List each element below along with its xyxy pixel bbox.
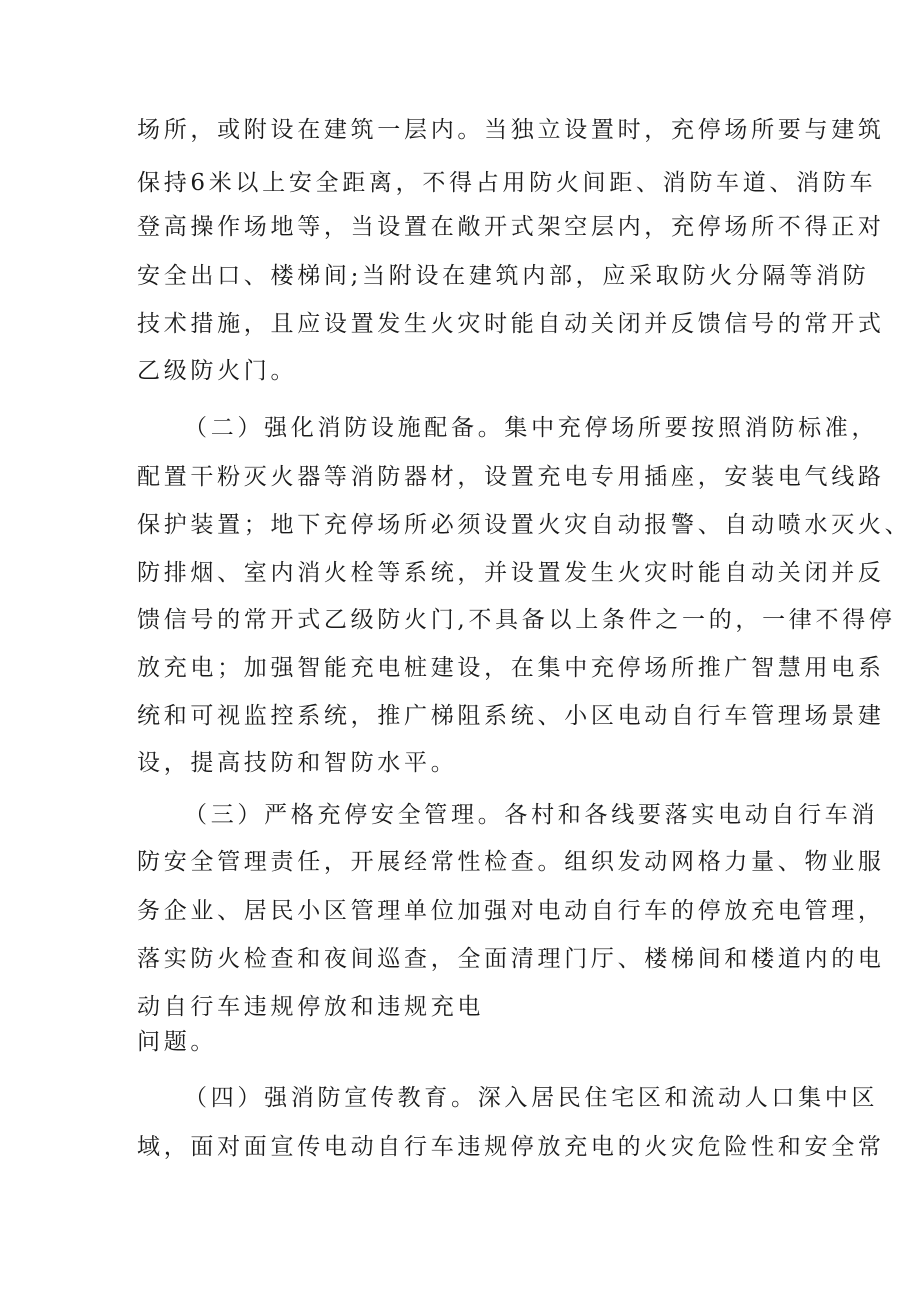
text-line: 放充电；加强智能充电桩建设，在集中充停场所推广智慧用电系 (137, 655, 885, 681)
text-line: 防排烟、室内消火栓等系统，并设置发生火灾时能自动关闭并反 (137, 560, 885, 586)
section-heading-4: （四）强消防宣传教育。深入居民住宅区和流动人口集中区 (184, 1085, 879, 1111)
text-line: 技术措施，且应设置发生火灾时能自动关闭并反馈信号的常开式 (137, 311, 885, 337)
text-line: 保持6米以上安全距离，不得占用防火间距、消防车道、消防车 (137, 170, 877, 196)
text-line: 配置干粉灭火器等消防器材，设置充电专用插座，安装电气线路 (137, 464, 885, 490)
text-line: 保护装置；地下充停场所必须设置火灾自动报警、自动喷水灭火、 (137, 512, 912, 538)
text-line: 防安全管理责任，开展经常性检查。组织发动网格力量、物业服 (137, 849, 885, 875)
text-line: 安全出口、楼梯间;当附设在建筑内部，应采取防火分隔等消防 (137, 263, 870, 289)
text-line: 统和可视监控系统，推广梯阻系统、小区电动自行车管理场景建 (137, 703, 885, 729)
text-line: 务企业、居民小区管理单位加强对电动自行车的停放充电管理， (137, 898, 885, 924)
text-line: 域，面对面宣传电动自行车违规停放充电的火灾危险性和安全常 (137, 1134, 885, 1160)
text-line: 设，提高技防和智防水平。 (137, 750, 458, 776)
section-heading-3: （三）严格充停安全管理。各村和各线要落实电动自行车消 (184, 802, 879, 828)
text-line: 问题。 (137, 1029, 218, 1055)
text-line: 乙级防火门。 (137, 358, 298, 384)
section-heading-2: （二）强化消防设施配备。集中充停场所要按照消防标准， (184, 415, 879, 441)
text-line: 场所，或附设在建筑一层内。当独立设置时，充停场所要与建筑 (137, 117, 885, 143)
text-line: 馈信号的常开式乙级防火门,不具备以上条件之一的，一律不得停 (137, 607, 896, 633)
text-line: 登高操作场地等，当设置在敞开式架空层内，充停场所不得正对 (137, 214, 885, 240)
text-line: 动自行车违规停放和违规充电 (137, 994, 485, 1020)
text-line: 落实防火检查和夜间巡查，全面清理门厅、楼梯间和楼道内的电 (137, 946, 885, 972)
